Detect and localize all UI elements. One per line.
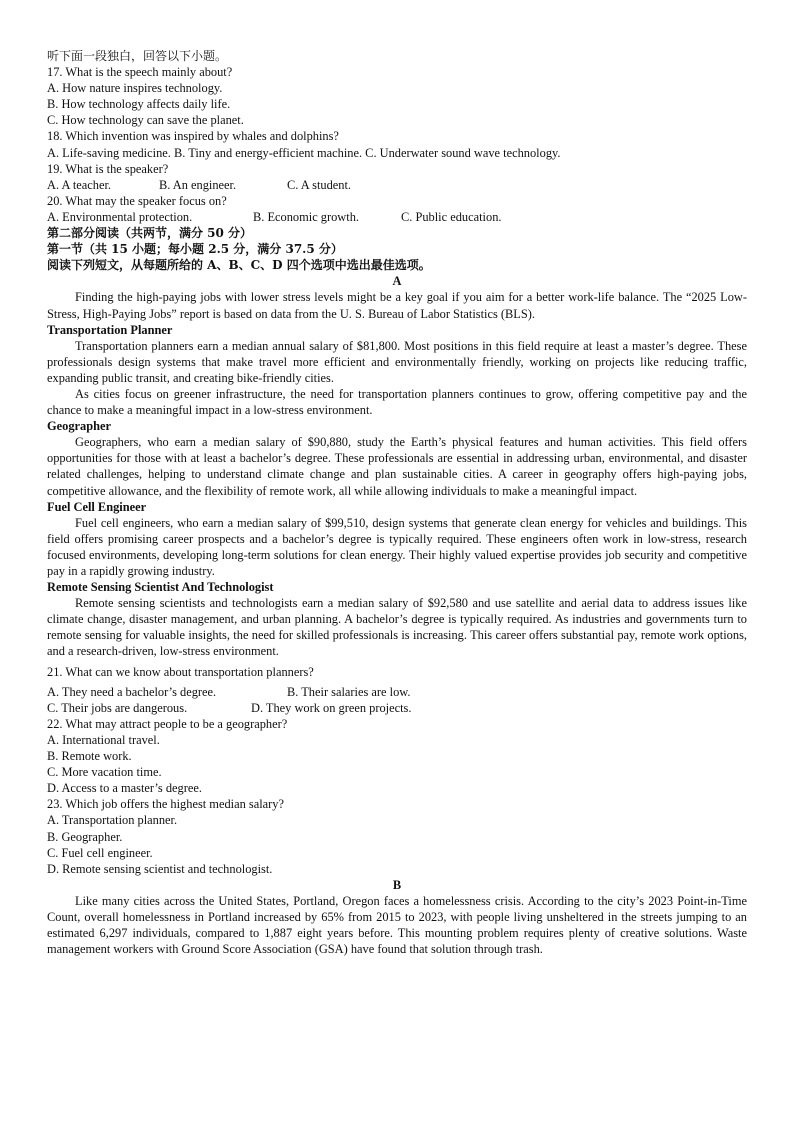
q22-option-d: D. Access to a master’s degree. [47,781,202,796]
q22-option-a: A. International travel. [47,732,160,747]
q22-option-c: C. More vacation time. [47,765,162,780]
q19-option-a: A. A teacher. [47,177,111,192]
exam-page [47,48,747,957]
q23-option-b: B. Geographer. [47,829,123,844]
question-20: 20. What may the speaker focus on? [47,193,227,208]
passage-a-letter: A [392,274,402,289]
transportation-paragraph-1: Transportation planners earn a median annual salary of $81,800. Most positions in this field require at least a master’s degree. These professionals design systems that make travel more efficient and environmentally friendly, working on projects like reducing traffic, expanding public transit, and creating bike-friendly cities. [47,338,747,385]
q23-option-d: D. Remote sensing scientist and technologist. [47,861,273,876]
heading-transportation-planner: Transportation Planner [47,322,173,337]
heading-geographer: Geographer [47,419,112,434]
q21-option-a: A. They need a bachelor’s degree. [47,684,217,699]
geographer-paragraph: Geographers, who earn a median salary of $90,880, study the Earth’s physical features and human activities. This field offers opportunities for those with at least a bachelor’s degree. These professionals are essential in addressing urban, environmental, and disaster related challenges, helping to understand climate change and plan sustainable cities. A career in geography offers high-paying jobs, competitive allowance, and the flexibility of remote work, all while allowing individuals to make a meaningful impact. [47,435,747,498]
heading-fuel-cell-engineer: Fuel Cell Engineer [47,499,147,514]
q21-option-d: D. They work on green projects. [251,700,412,715]
q17-option-c: C. How technology can save the planet. [47,113,244,128]
q21-options-row-2 [47,700,747,716]
passage-b-paragraph-1: Like many cities across the United States, Portland, Oregon faces a homelessness crisis. According to the city’s 2023 Point-in-Time Count, overall homelessness in Portland increased by 65% from 2015 to 2023, with people living unsheltered in the streets jumping to an estimated 6,297 individuals, compared to 1,887 eight years before. This mounting problem requires plenty of creative solutions. Waste management workers with Ground Score Association (GSA) have found that solution through trash. [47,893,747,957]
listening-intro: 听下面一段独白，回答以下小题。 [47,49,228,63]
q18-options: A. Life-saving medicine. B. Tiny and energy-efficient machine. C. Underwater sound wave technology. [47,145,561,160]
reading-instruction: 阅读下列短文，从每题所给的 A、B、C、D 四个选项中选出最佳选项。 [47,258,431,273]
reading-part-title: 第二部分阅读（共两节，满分 50 分） [47,226,253,241]
question-22: 22. What may attract people to be a geographer? [47,716,288,731]
q21-option-c: C. Their jobs are dangerous. [47,700,188,715]
question-18: 18. Which invention was inspired by whales and dolphins? [47,129,339,144]
q22-option-b: B. Remote work. [47,749,132,764]
q23-option-a: A. Transportation planner. [47,813,178,828]
q20-option-b: B. Economic growth. [253,209,359,224]
q17-option-a: A. How nature inspires technology. [47,81,223,96]
q21-option-b: B. Their salaries are low. [287,684,411,699]
q20-options [47,209,747,225]
reading-section-title: 第一节（共 15 小题；每小题 2.5 分，满分 37.5 分） [47,242,343,257]
question-21: 21. What can we know about transportation planners? [47,664,314,679]
q23-option-c: C. Fuel cell engineer. [47,845,153,860]
q21-options-row-1 [47,684,747,700]
q17-option-b: B. How technology affects daily life. [47,97,231,112]
q20-option-c: C. Public education. [401,209,502,224]
q19-option-b: B. An engineer. [159,177,237,192]
question-23: 23. Which job offers the highest median salary? [47,797,284,812]
transportation-paragraph-2: As cities focus on greener infrastructure, the need for transportation planners continues to grow, offering competitive pay and the chance to make a meaningful impact in a low-stress environment. [47,386,747,418]
remote-sensing-paragraph: Remote sensing scientists and technologists earn a median salary of $92,580 and use satellite and aerial data to address issues like climate change, disaster management, and urban planning. A bachelor’s degree is typically required. As industries and governments turn to remote sensing for valuable insights, the need for skilled professionals is increasing. This career offers substantial pay, remote work options, and a research-driven, low-stress environment. [47,596,747,659]
q19-option-c: C. A student. [287,177,352,192]
q20-option-a: A. Environmental protection. [47,209,193,224]
q19-options [47,177,747,193]
passage-b-letter: B [392,877,402,892]
question-17: 17. What is the speech mainly about? [47,65,233,80]
passage-a-intro: Finding the high-paying jobs with lower stress levels might be a key goal if you aim for a better work-life balance. The “2025 Low-Stress, High-Paying Jobs” report is based on data from the U. S. Bureau of Labor Statistics (BLS). [47,290,747,321]
question-19: 19. What is the speaker? [47,161,169,176]
fuel-cell-paragraph: Fuel cell engineers, who earn a median salary of $99,510, design systems that generate clean energy for vehicles and buildings. This field offers promising career prospects and a bachelor’s degree is typically required. These engineers often work in low-stress, research focused environments, developing long-term solutions for clean energy. Their highly valued expertise provides job security and competitive pay in a rapidly growing industry. [47,515,747,578]
heading-remote-sensing: Remote Sensing Scientist And Technologist [47,580,274,595]
